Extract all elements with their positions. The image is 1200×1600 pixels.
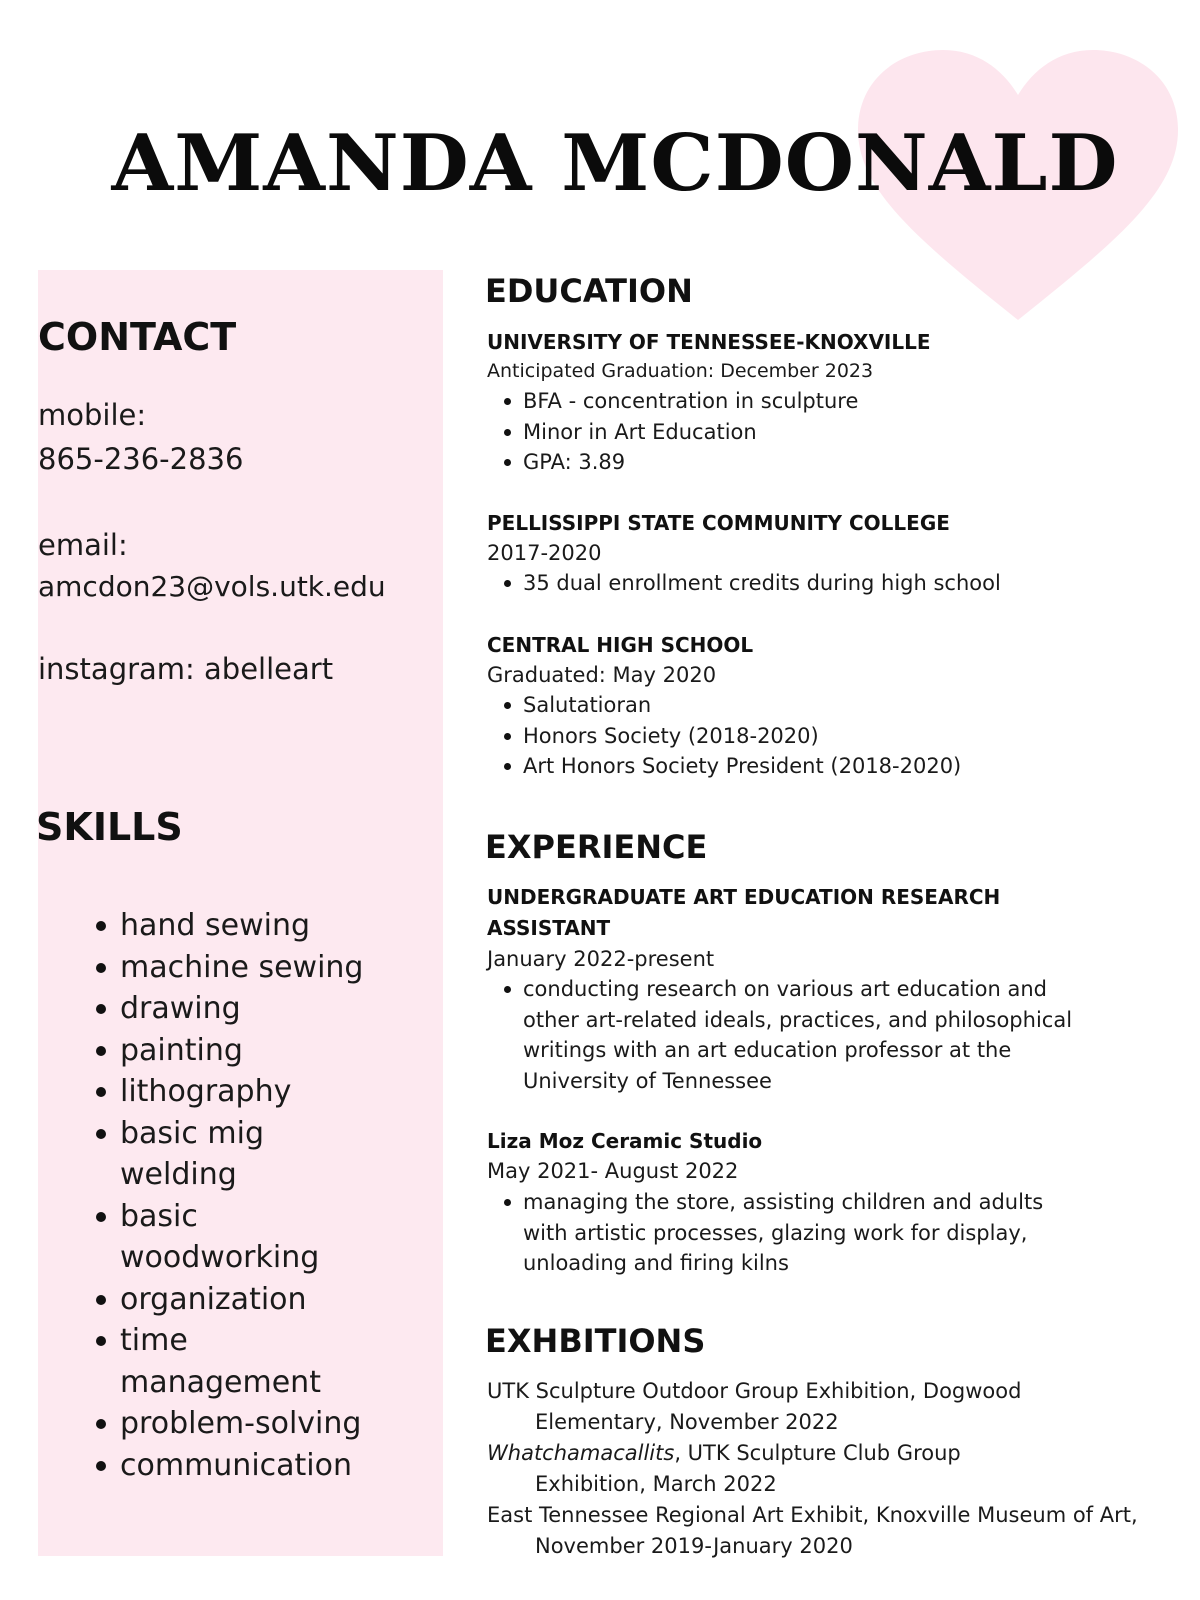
exhibition-item bbox=[487, 1500, 1155, 1562]
skill-item: basic woodworking bbox=[120, 1196, 270, 1279]
resume-name: AMANDA MCDONALD bbox=[111, 118, 1119, 209]
job-date: January 2022-present bbox=[487, 947, 715, 971]
education-heading: EDUCATION bbox=[485, 272, 693, 310]
instagram-handle: instagram: abelleart bbox=[38, 652, 334, 686]
school-point: BFA - concentration in sculpture bbox=[523, 386, 1103, 417]
school-date: Anticipated Graduation: December 2023 bbox=[487, 360, 874, 382]
job-point: conducting research on various art education and other art-related ideals, practices, and philosophical writings with an art education professor at the University of Tennessee bbox=[523, 974, 1083, 1096]
skill-item: lithography bbox=[120, 1071, 450, 1113]
skill-item: hand sewing bbox=[120, 905, 450, 947]
school-date: Graduated: May 2020 bbox=[487, 663, 717, 687]
school-point: Salutatioran bbox=[523, 690, 1103, 721]
school-name: PELLISSIPPI STATE COMMUNITY COLLEGE bbox=[487, 511, 950, 535]
job-title: Liza Moz Ceramic Studio bbox=[487, 1129, 763, 1153]
exhibition-item bbox=[487, 1438, 1035, 1500]
job-title: UNDERGRADUATE ART EDUCATION RESEARCH ASSISTANT bbox=[487, 885, 1001, 940]
school-points bbox=[523, 568, 1103, 599]
exhibitions-heading: EXHBITIONS bbox=[485, 1322, 706, 1360]
school-point: GPA: 3.89 bbox=[523, 447, 1103, 478]
mobile-label: mobile: bbox=[38, 398, 147, 432]
skill-item: machine sewing bbox=[120, 947, 450, 989]
skill-item: drawing bbox=[120, 988, 450, 1030]
exhibition-italic-title: Whatchamacallits bbox=[487, 1441, 675, 1465]
job-point: managing the store, assisting children and adults with artistic processes, glazing work for display, unloading and firing kilns bbox=[523, 1187, 1063, 1279]
school-name: UNIVERSITY OF TENNESSEE-KNOXVILLE bbox=[487, 330, 931, 354]
school-date: 2017-2020 bbox=[487, 541, 602, 565]
skill-item: problem-solving bbox=[120, 1403, 450, 1445]
exhibition-item bbox=[487, 1376, 1095, 1438]
school-point: Minor in Art Education bbox=[523, 417, 1103, 448]
skill-item: communication bbox=[120, 1445, 450, 1487]
exhibition-text: UTK Sculpture Outdoor Group Exhibition, Dogwood Elementary, November 2022 bbox=[487, 1379, 1022, 1434]
job-date: May 2021- August 2022 bbox=[487, 1159, 739, 1183]
job-points bbox=[523, 974, 1083, 1096]
skill-item: time management bbox=[120, 1320, 320, 1403]
skill-item: painting bbox=[120, 1030, 450, 1072]
school-point: Art Honors Society President (2018-2020) bbox=[523, 751, 1103, 782]
exhibition-text: East Tennessee Regional Art Exhibit, Knoxville Museum of Art, November 2019-January 2020 bbox=[487, 1503, 1138, 1558]
experience-heading: EXPERIENCE bbox=[485, 828, 708, 866]
school-point: 35 dual enrollment credits during high school bbox=[523, 568, 1103, 599]
job-points bbox=[523, 1187, 1063, 1279]
contact-heading: CONTACT bbox=[38, 315, 237, 359]
skills-heading: SKILLS bbox=[36, 805, 183, 849]
school-points bbox=[523, 386, 1103, 478]
email-value: amcdon23@vols.utk.edu bbox=[38, 570, 386, 603]
school-name: CENTRAL HIGH SCHOOL bbox=[487, 633, 754, 657]
exhibition-text: , UTK Sculpture Club Group Exhibition, March 2022 bbox=[535, 1441, 961, 1496]
skills-list bbox=[38, 905, 450, 1486]
school-point: Honors Society (2018-2020) bbox=[523, 721, 1103, 752]
mobile-value: 865-236-2836 bbox=[38, 442, 244, 476]
email-label: email: bbox=[38, 528, 128, 562]
skill-item: organization bbox=[120, 1279, 450, 1321]
school-points bbox=[523, 690, 1103, 782]
skill-item: basic mig welding bbox=[120, 1113, 270, 1196]
